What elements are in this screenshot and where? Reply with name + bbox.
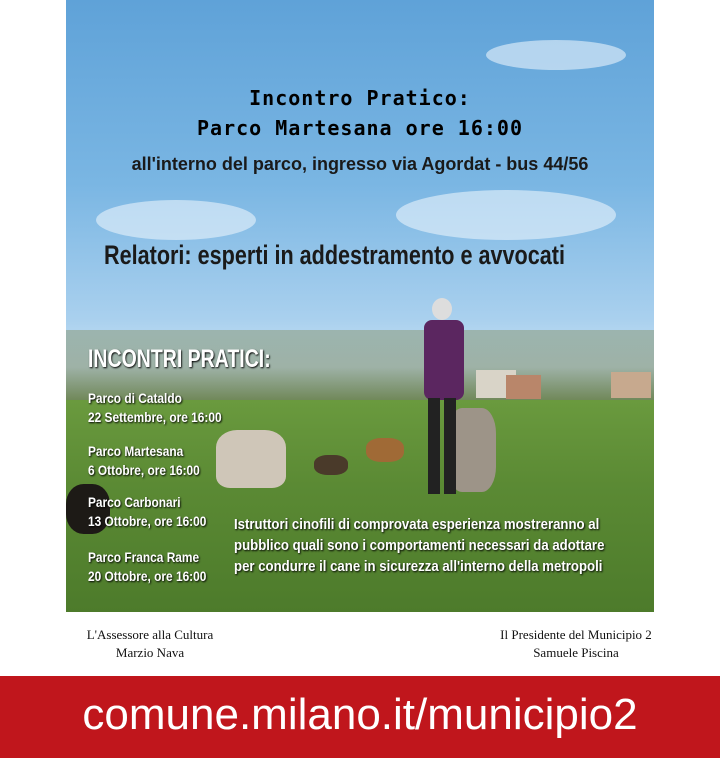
brown-dog [366, 438, 404, 462]
event-place: Parco di Cataldo [88, 390, 182, 406]
description-line: per condurre il cane in sicurezza all'interno della metropoli [234, 558, 603, 575]
event-item [88, 493, 206, 531]
event-place: Parco Carbonari [88, 494, 181, 510]
event-place: Parco Franca Rame [88, 549, 200, 565]
husky-dog [216, 430, 286, 488]
event-item [88, 548, 206, 586]
location-info: all'interno del parco, ingresso via Agordat - bus 44/56 [131, 154, 589, 174]
event-date: 20 Ottobre, ore 16:00 [88, 568, 207, 584]
signature-name: Marzio Nava [115, 645, 185, 660]
signature-role: L'Assessore alla Cultura [86, 627, 214, 642]
description-line: Istruttori cinofili di comprovata esperienza mostreranno al [234, 516, 600, 533]
description-line: pubblico quali sono i comportamenti necessari da adottare [234, 537, 605, 554]
signature-role: Il Presidente del Municipio 2 [500, 627, 652, 642]
footer-bar [0, 676, 720, 758]
event-date: 22 Settembre, ore 16:00 [88, 409, 222, 425]
speakers-line: Relatori: esperti in addestramento e avvocati [104, 240, 565, 270]
headline-line1: Incontro Pratico: [249, 86, 471, 110]
event-item [88, 389, 222, 427]
signature-right [476, 626, 676, 662]
headline-line2: Parco Martesana ore 16:00 [196, 116, 524, 140]
event-place: Parco Martesana [88, 443, 184, 459]
footer-url[interactable]: comune.milano.it/municipio2 [82, 690, 638, 739]
event-date: 6 Ottobre, ore 16:00 [88, 462, 200, 478]
practical-meetings-title: INCONTRI PRATICI: [88, 345, 271, 373]
signature-left [60, 626, 240, 662]
signature-name: Samuele Piscina [533, 645, 619, 660]
house-right-2 [506, 375, 541, 399]
description-text [234, 514, 604, 577]
event-poster [66, 0, 654, 612]
house-far-right [611, 372, 651, 398]
event-date: 13 Ottobre, ore 16:00 [88, 513, 207, 529]
small-dog [314, 455, 348, 475]
event-item [88, 442, 200, 480]
